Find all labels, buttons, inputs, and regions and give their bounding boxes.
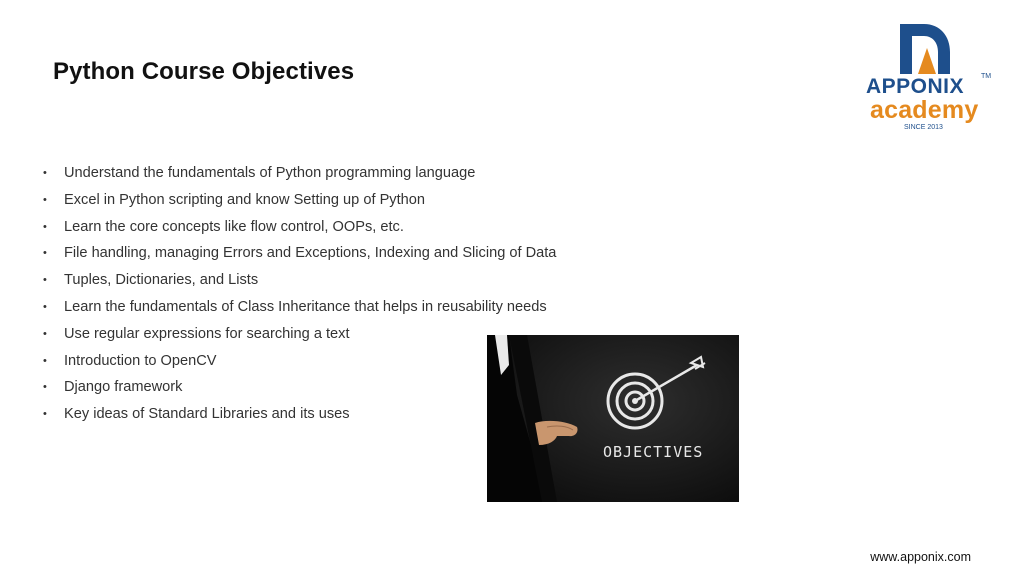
footer-website-url[interactable]: www.apponix.com — [870, 550, 971, 564]
list-item: • Django framework — [43, 374, 556, 401]
list-item: • Learn the core concepts like flow control, OOPs, etc. — [43, 214, 556, 241]
objectives-image — [487, 335, 739, 502]
logo-sub-text: academy — [870, 96, 979, 124]
list-item: • Excel in Python scripting and know Setting up of Python — [43, 187, 556, 214]
list-item: • File handling, managing Errors and Exceptions, Indexing and Slicing of Data — [43, 240, 556, 267]
list-item: • Learn the fundamentals of Class Inheritance that helps in reusability needs — [43, 294, 556, 321]
logo-brand-text: APPONIX — [866, 75, 965, 98]
businessman-illustration — [487, 335, 739, 502]
logo-since-text: SINCE 2013 — [904, 124, 943, 131]
list-item: • Use regular expressions for searching a text — [43, 321, 556, 348]
list-item: • Understand the fundamentals of Python programming language — [43, 160, 556, 187]
objectives-caption: OBJECTIVES — [603, 443, 704, 461]
list-item: • Tuples, Dictionaries, and Lists — [43, 267, 556, 294]
list-item: • Introduction to OpenCV — [43, 348, 556, 375]
apponix-academy-logo — [862, 22, 992, 137]
list-item: • Key ideas of Standard Libraries and its uses — [43, 401, 556, 428]
logo-mark-icon — [896, 22, 952, 76]
logo-trademark: TM — [981, 73, 992, 80]
objectives-list — [43, 160, 556, 428]
slide-title: Python Course Objectives — [53, 58, 355, 85]
